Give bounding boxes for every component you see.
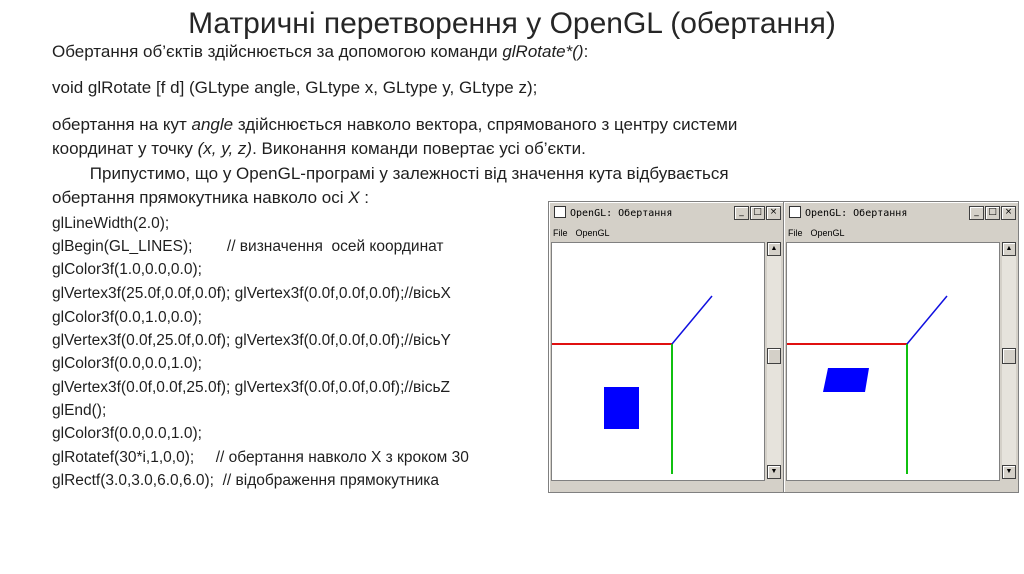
code-line-2: glBegin(GL_LINES); // визначення осей координат (52, 238, 444, 255)
code-line-4: glVertex3f(25.0f,0.0f,0.0f); glVertex3f(0.0f,0.0f,0.0f);//вісьX (52, 285, 451, 302)
vertical-scrollbar[interactable] (767, 242, 781, 479)
close-icon[interactable]: × (1001, 206, 1016, 220)
desc1-a: обертання на кут (52, 115, 192, 134)
scroll-thumb[interactable] (767, 348, 781, 364)
maximize-icon[interactable]: □ (750, 206, 765, 220)
bottom-bar (786, 481, 1016, 489)
desc-line-2 (52, 137, 586, 161)
intro-cmd: glRotate*() (502, 42, 584, 61)
app-icon (554, 206, 566, 218)
slide-title: Матричні перетворення у OpenGL (обертання) (188, 7, 836, 40)
desc1-angle: angle (191, 115, 234, 134)
desc2-xyz: (x, y, z) (197, 139, 253, 158)
gl-scene (552, 243, 764, 480)
minimize-icon[interactable]: _ (734, 206, 749, 220)
menu-bar (786, 226, 1016, 240)
code-line-6: glVertex3f(0.0f,25.0f,0.0f); glVertex3f(0.0f,0.0f,0.0f);//вісьY (52, 332, 451, 349)
gl-canvas (551, 242, 765, 481)
desc2-a: координат у точку (52, 139, 198, 158)
opengl-window-1 (548, 201, 784, 493)
menu-opengl[interactable]: OpenGL (575, 228, 610, 238)
code-line-9: glEnd(); (52, 402, 107, 419)
assume-line-1: Припустимо, що у OpenGL-програмі у залежності від значення кута відбувається (52, 164, 729, 183)
menu-file[interactable]: File (553, 228, 568, 238)
bottom-bar (551, 481, 781, 489)
code-line-8: glVertex3f(0.0f,0.0f,25.0f); glVertex3f(0.0f,0.0f,0.0f);//вісьZ (52, 379, 450, 396)
window-titlebar[interactable] (786, 205, 1016, 223)
gl-canvas (786, 242, 1000, 481)
down-arrow-icon[interactable]: ▼ (1002, 465, 1016, 479)
gl-scene (787, 243, 999, 480)
window-title: OpenGL: Обертання (570, 208, 673, 219)
blue-rectangle (823, 368, 869, 392)
menu-opengl[interactable]: OpenGL (810, 228, 845, 238)
assume2-a: обертання прямокутника навколо осі (52, 188, 349, 207)
code-line-7: glColor3f(0.0,0.0,1.0); (52, 355, 202, 372)
code-line-12: glRectf(3.0,3.0,6.0,6.0); // відображення прямокутника (52, 472, 440, 489)
code-line-5: glColor3f(0.0,1.0,0.0); (52, 309, 202, 326)
z-axis-line (672, 296, 712, 344)
desc1-b: здійснюється навколо вектора, спрямованого з центру системи (233, 115, 738, 134)
opengl-window-2 (783, 201, 1019, 493)
code-line-3: glColor3f(1.0,0.0,0.0); (52, 261, 202, 278)
assume2-axis: X (348, 188, 360, 207)
scroll-thumb[interactable] (1002, 348, 1016, 364)
code-line-10: glColor3f(0.0,0.0,1.0); (52, 425, 202, 442)
code-line-1: glLineWidth(2.0); (52, 215, 170, 232)
maximize-icon[interactable]: □ (985, 206, 1000, 220)
app-icon (789, 206, 801, 218)
up-arrow-icon[interactable]: ▲ (767, 242, 781, 256)
menu-bar (551, 226, 781, 240)
intro-line (52, 40, 588, 64)
desc2-b: . Виконання команди повертає усі об’єкти. (252, 139, 586, 158)
menu-file[interactable]: File (788, 228, 803, 238)
down-arrow-icon[interactable]: ▼ (767, 465, 781, 479)
z-axis-line (907, 296, 947, 344)
code-line-11: glRotatef(30*i,1,0,0); // обертання навколо X з кроком 30 (52, 449, 469, 466)
intro-text: Обертання об’єктів здійснюється за допомогою команди (52, 42, 503, 61)
intro-end: : (583, 42, 589, 61)
vertical-scrollbar[interactable] (1002, 242, 1016, 479)
blue-rectangle (604, 387, 639, 429)
assume-line-2 (52, 186, 369, 210)
close-icon[interactable]: × (766, 206, 781, 220)
assume2-b: : (359, 188, 370, 207)
signature-line: void glRotate [f d] (GLtype angle, GLtype x, GLtype y, GLtype z); (52, 78, 538, 97)
window-titlebar[interactable] (551, 205, 781, 223)
up-arrow-icon[interactable]: ▲ (1002, 242, 1016, 256)
desc-line-1 (52, 113, 737, 137)
minimize-icon[interactable]: _ (969, 206, 984, 220)
window-title: OpenGL: Обертання (805, 208, 908, 219)
